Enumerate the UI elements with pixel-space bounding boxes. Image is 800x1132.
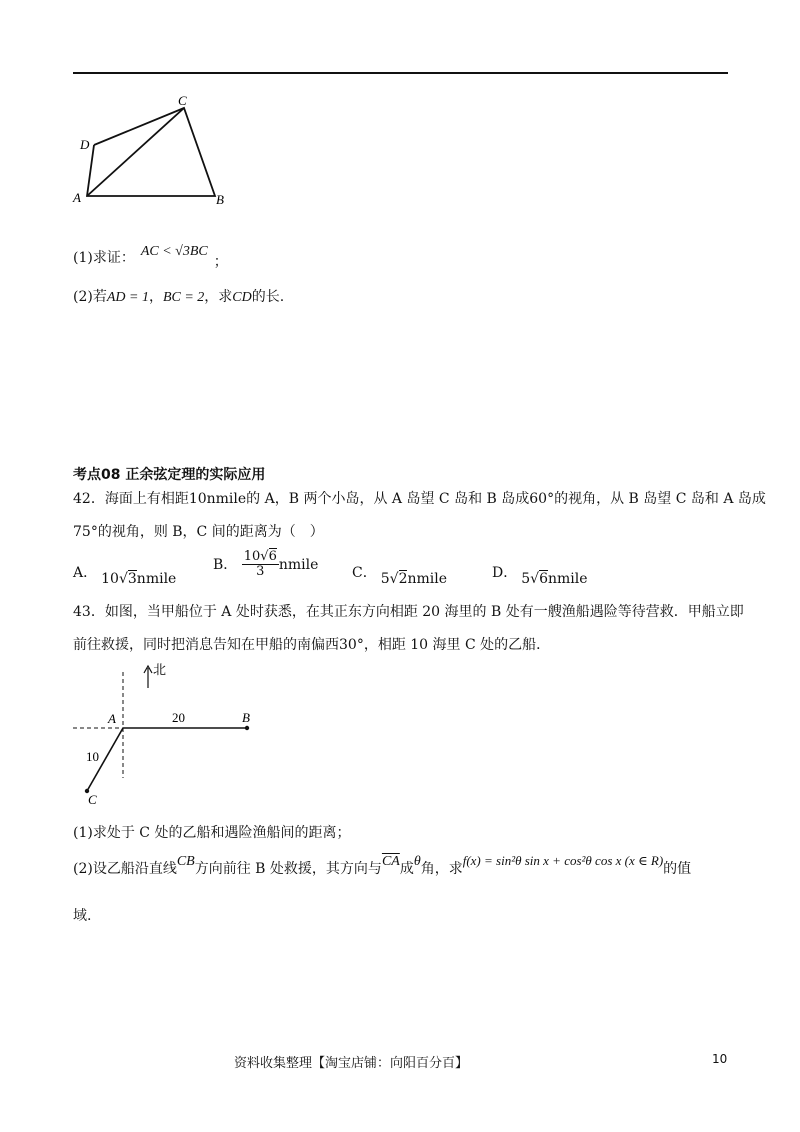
label-a: A [73,190,81,205]
q41-part1: (1)求证： AC < √3BC； [73,244,228,270]
q42-line1: 42．海面上有相距10nmile的 A，B 两个小岛，从 A 岛望 C 岛和 B 岛成60°的视角，从 B 岛望 C 岛和 A 岛成 [73,491,766,507]
option-a: A． 10√3nmile [73,565,177,587]
q43-part2-cont: 域. [73,908,92,924]
option-c: C． 5√2nmile [352,565,448,587]
dist-ac: 10 [86,749,99,764]
label-c: C [178,93,187,108]
q42-line2: 75°的视角，则 B，C 间的距离为（ ） [73,524,324,540]
north-label: 北 [153,662,167,677]
label-b: B [216,192,224,207]
fig-label-c: C [88,792,97,807]
fig-label-a: A [108,711,116,726]
option-b: B． $\frac{10√6}{3}$ nmile [213,549,319,580]
q43-line2: 前往救援，同时把消息告知在甲船的南偏西30°，相距 10 海里 C 处的乙船． [73,637,551,653]
label-d: D [80,137,90,152]
q41-part2: (2)若AD = 1，BC = 2，求CD的长. [73,289,285,305]
option-d: D． 5√6nmile [492,565,588,587]
header-rule [73,72,728,74]
dist-ab: 20 [172,710,185,725]
section-title: 考点08 正余弦定理的实际应用 [73,467,266,483]
q43-line1: 43．如图，当甲船位于 A 处时获悉，在其正东方向相距 20 海里的 B 处有一艘渔船遇险等待营救．甲船立即 [73,604,744,620]
q43-part2: (2)设乙船沿直线CB方向前往 B 处救援，其方向与$\overline{CA}$成θ角，求f(x) = sin²θ sin x + cos²θ cos x (x ∈ R)的值 [73,853,692,877]
fig-label-b: B [242,710,250,725]
q43-part1: (1)求处于 C 处的乙船和遇险渔船间的距离； [73,825,351,841]
navigation-figure [70,656,270,812]
quadrilateral-figure [70,92,240,212]
page-number: 10 [712,1052,728,1066]
footer-text: 资料收集整理【淘宝店铺：向阳百分百】 [234,1056,469,1071]
